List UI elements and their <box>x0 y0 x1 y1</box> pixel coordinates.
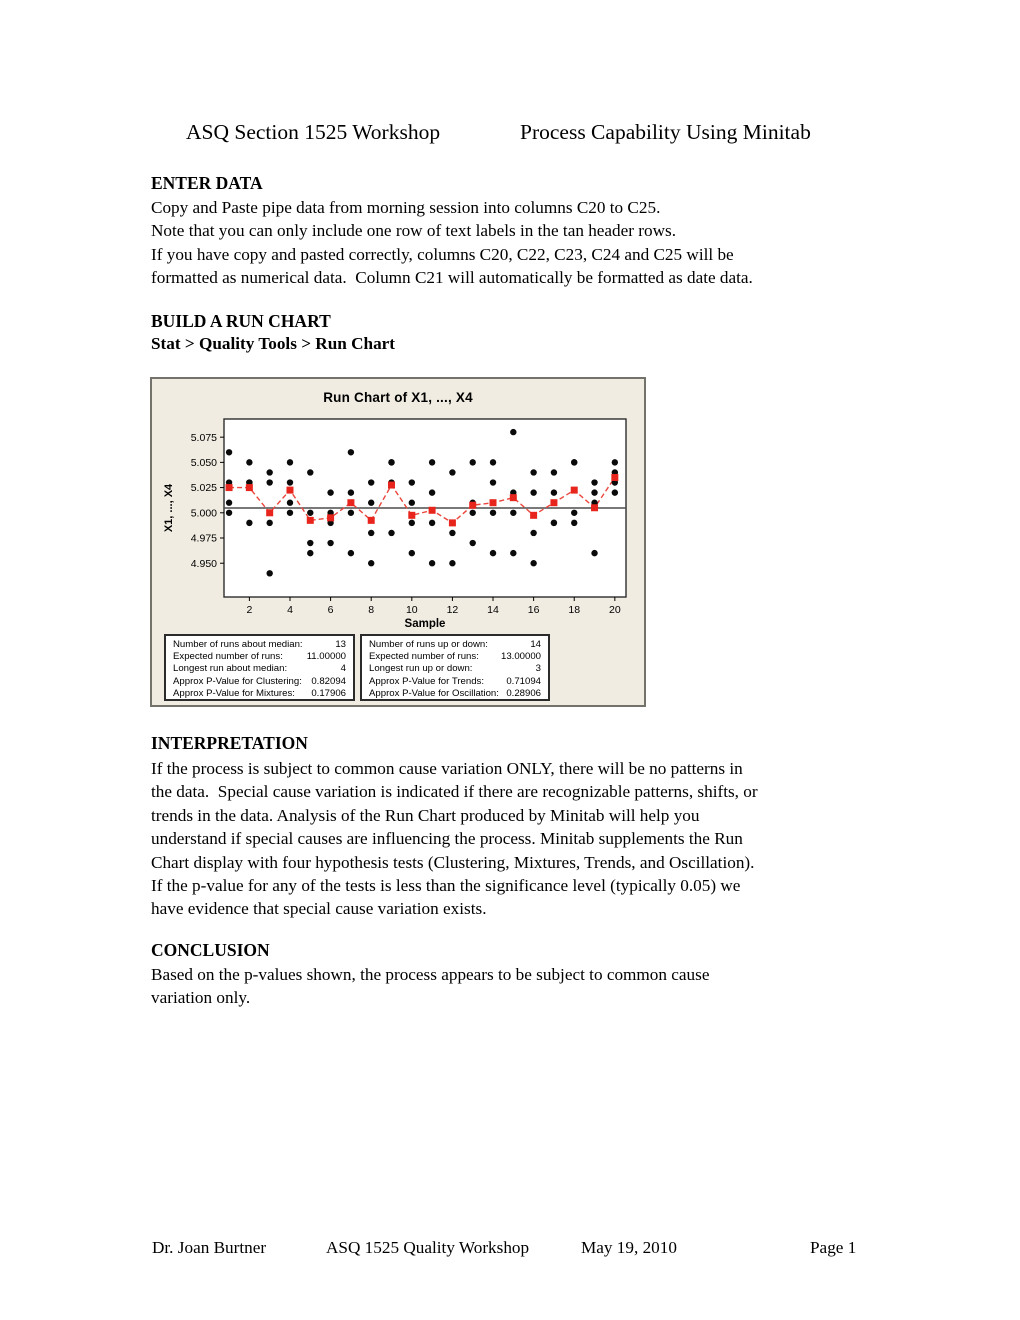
observation-point <box>449 469 455 475</box>
observation-point <box>246 520 252 526</box>
menu-path: Stat > Quality Tools > Run Chart <box>151 334 396 353</box>
x-tick-label: 18 <box>568 604 581 616</box>
stats-value: 11.00000 <box>306 651 346 663</box>
subgroup-mean-point <box>449 519 456 526</box>
observation-point <box>409 479 415 485</box>
subgroup-mean-point <box>530 512 537 519</box>
observation-point <box>307 469 313 475</box>
stats-row <box>173 688 346 700</box>
footer-page-number: Page 1 <box>810 1238 857 1257</box>
observation-point <box>551 520 557 526</box>
text-line: If the process is subject to common cause variation ONLY, there will be no patterns in <box>151 759 743 778</box>
observation-point <box>348 449 354 455</box>
stats-value: 4 <box>340 663 346 675</box>
heading-interpretation: INTERPRETATION <box>151 733 308 753</box>
subgroup-mean-point <box>327 514 334 521</box>
observation-point <box>490 459 496 465</box>
text-line: Based on the p-values shown, the process appears to be subject to common cause <box>151 965 710 984</box>
observation-point <box>327 540 333 546</box>
observation-point <box>449 530 455 536</box>
observation-point <box>266 479 272 485</box>
title-workshop: ASQ Section 1525 Workshop <box>186 120 441 144</box>
observation-point <box>612 489 618 495</box>
observation-point <box>449 560 455 566</box>
text-line: formatted as numerical data. Column C21 will automatically be formatted as date data. <box>151 268 753 288</box>
x-tick-label: 6 <box>327 604 334 616</box>
observation-point <box>612 459 618 465</box>
subgroup-mean-point <box>490 499 497 506</box>
stats-value: 13 <box>335 639 346 650</box>
observation-point <box>409 500 415 506</box>
observation-point <box>246 459 252 465</box>
subgroup-mean-point <box>408 512 415 519</box>
stats-box-1 <box>164 634 355 701</box>
observation-point <box>470 459 476 465</box>
footer-author: Dr. Joan Burtner <box>152 1238 267 1257</box>
stats-label: Number of runs up or down: <box>369 639 488 650</box>
observation-point <box>368 530 374 536</box>
chart-title: Run Chart of X1, ..., X4 <box>323 390 473 405</box>
subgroup-mean-point <box>226 484 233 491</box>
x-tick-label: 12 <box>446 604 459 616</box>
observation-point <box>368 479 374 485</box>
y-tick-label: 5.075 <box>190 431 217 444</box>
subgroup-mean-point <box>286 487 293 494</box>
stats-value: 13.00000 <box>500 651 541 663</box>
stats-row <box>173 676 346 688</box>
y-tick-label: 4.975 <box>190 532 217 545</box>
stats-row <box>369 639 541 651</box>
y-tick-label: 4.950 <box>190 557 217 570</box>
subgroup-mean-point <box>550 499 557 506</box>
observation-point <box>530 469 536 475</box>
stats-label: Approx P-Value for Clustering: <box>173 675 302 687</box>
stats-value: 0.82094 <box>311 675 346 687</box>
subgroup-mean-point <box>429 507 436 514</box>
y-axis-title: X1, ..., X4 <box>163 483 175 533</box>
observation-point <box>470 540 476 546</box>
observation-point <box>368 560 374 566</box>
stats-row <box>173 663 346 675</box>
stats-value: 0.28906 <box>506 687 541 699</box>
text-line: If you have copy and pasted correctly, columns C20, C22, C23, C24 and C25 will be <box>151 244 734 264</box>
stats-value: 3 <box>535 663 541 675</box>
x-tick-label: 16 <box>527 604 540 616</box>
observation-point <box>226 500 232 506</box>
observation-point <box>429 560 435 566</box>
text-line: If the p-value for any of the tests is less than the significance level (typically 0.05) we <box>151 876 741 896</box>
observation-point <box>510 510 516 516</box>
observation-point <box>429 489 435 495</box>
observation-point <box>530 560 536 566</box>
observation-point <box>287 500 293 506</box>
page-footer <box>150 1238 880 1262</box>
text-line: understand if special causes are influencing the process. Minitab supplements the Run <box>151 829 743 849</box>
observation-point <box>307 540 313 546</box>
observation-point <box>490 479 496 485</box>
observation-point <box>571 520 577 526</box>
stats-row <box>369 676 541 688</box>
observation-point <box>591 489 597 495</box>
heading-conclusion: CONCLUSION <box>151 940 270 960</box>
subgroup-mean-point <box>347 499 354 506</box>
document-title <box>150 120 880 150</box>
subgroup-mean-point <box>246 484 253 491</box>
stats-label: Number of runs about median: <box>173 639 303 650</box>
subgroup-mean-point <box>388 482 395 489</box>
stats-value: 14 <box>530 639 541 650</box>
observation-point <box>226 510 232 516</box>
observation-point <box>388 530 394 536</box>
observation-point <box>429 520 435 526</box>
text-line: have evidence that special cause variation exists. <box>151 899 487 919</box>
stats-label: Longest run about median: <box>173 663 288 675</box>
text-line: the data. Special cause variation is indicated if there are recognizable patterns, shifts, or <box>151 782 758 802</box>
observation-point <box>510 429 516 435</box>
x-tick-label: 4 <box>287 604 293 616</box>
stats-row <box>369 663 541 675</box>
run-chart-plot <box>152 379 644 629</box>
stats-row <box>173 639 346 651</box>
stats-value: 0.17906 <box>311 687 346 699</box>
x-tick-label: 14 <box>487 604 499 616</box>
stats-row <box>173 651 346 663</box>
interpretation-paragraph <box>151 757 758 921</box>
observation-point <box>470 510 476 516</box>
y-tick-label: 5.025 <box>190 482 217 495</box>
heading-build-run-chart: BUILD A RUN CHART <box>151 311 331 331</box>
x-tick-label: 2 <box>246 604 253 616</box>
observation-point <box>571 510 577 516</box>
observation-point <box>591 479 597 485</box>
observation-point <box>287 510 293 516</box>
x-axis-title: Sample <box>404 618 446 629</box>
text-line: Copy and Paste pipe data from morning session into columns C20 to C25. <box>151 198 661 217</box>
stats-label: Approx P-Value for Trends: <box>369 675 485 687</box>
x-tick-label: 10 <box>405 604 418 616</box>
heading-enter-data: ENTER DATA <box>151 173 263 193</box>
title-subject: Process Capability Using Minitab <box>520 120 811 144</box>
observation-point <box>510 550 516 556</box>
subgroup-mean-point <box>266 509 273 516</box>
observation-point <box>287 459 293 465</box>
observation-point <box>490 510 496 516</box>
y-tick-label: 5.000 <box>190 507 217 520</box>
observation-point <box>226 449 232 455</box>
subgroup-mean-point <box>510 494 517 501</box>
stats-label: Longest run up or down: <box>369 663 473 675</box>
x-tick-label: 20 <box>608 604 621 616</box>
subgroup-mean-point <box>469 502 476 509</box>
stats-label: Expected number of runs: <box>173 651 283 663</box>
observation-point <box>266 469 272 475</box>
observation-point <box>307 510 313 516</box>
stats-value: 0.71094 <box>506 675 541 687</box>
subgroup-mean-point <box>368 517 375 524</box>
observation-point <box>327 489 333 495</box>
enter-data-paragraph <box>151 196 753 290</box>
conclusion-paragraph <box>151 963 709 1010</box>
observation-point <box>530 530 536 536</box>
text-line: Note that you can only include one row of text labels in the tan header rows. <box>151 221 677 241</box>
subgroup-mean-point <box>611 474 618 481</box>
observation-point <box>571 459 577 465</box>
text-line: Chart display with four hypothesis tests (Clustering, Mixtures, Trends, and Oscillation). <box>151 852 755 872</box>
text-line: variation only. <box>151 988 251 1008</box>
observation-point <box>368 500 374 506</box>
stats-row <box>369 688 541 700</box>
run-chart-figure <box>150 377 646 707</box>
observation-point <box>591 550 597 556</box>
x-tick-label: 8 <box>368 604 375 616</box>
stats-label: Expected number of runs: <box>369 651 479 663</box>
stats-label: Approx P-Value for Oscillation: <box>369 687 499 699</box>
stats-row <box>369 651 541 663</box>
subgroup-mean-point <box>571 487 578 494</box>
observation-point <box>429 459 435 465</box>
observation-point <box>348 550 354 556</box>
y-tick-label: 5.050 <box>190 456 217 469</box>
stats-box-2 <box>360 634 550 701</box>
observation-point <box>490 550 496 556</box>
observation-point <box>287 479 293 485</box>
observation-point <box>551 489 557 495</box>
observation-point <box>409 520 415 526</box>
subgroup-mean-point <box>307 517 314 524</box>
observation-point <box>348 510 354 516</box>
footer-workshop: ASQ 1525 Quality Workshop <box>326 1238 530 1257</box>
observation-point <box>307 550 313 556</box>
observation-point <box>388 459 394 465</box>
observation-point <box>551 469 557 475</box>
observation-point <box>530 489 536 495</box>
subgroup-mean-point <box>591 504 598 511</box>
text-line: trends in the data. Analysis of the Run Chart produced by Minitab will help you <box>151 805 700 825</box>
observation-point <box>409 550 415 556</box>
stats-label: Approx P-Value for Mixtures: <box>173 687 295 699</box>
observation-point <box>266 570 272 576</box>
footer-date: May 19, 2010 <box>581 1238 677 1257</box>
observation-point <box>348 489 354 495</box>
observation-point <box>266 520 272 526</box>
